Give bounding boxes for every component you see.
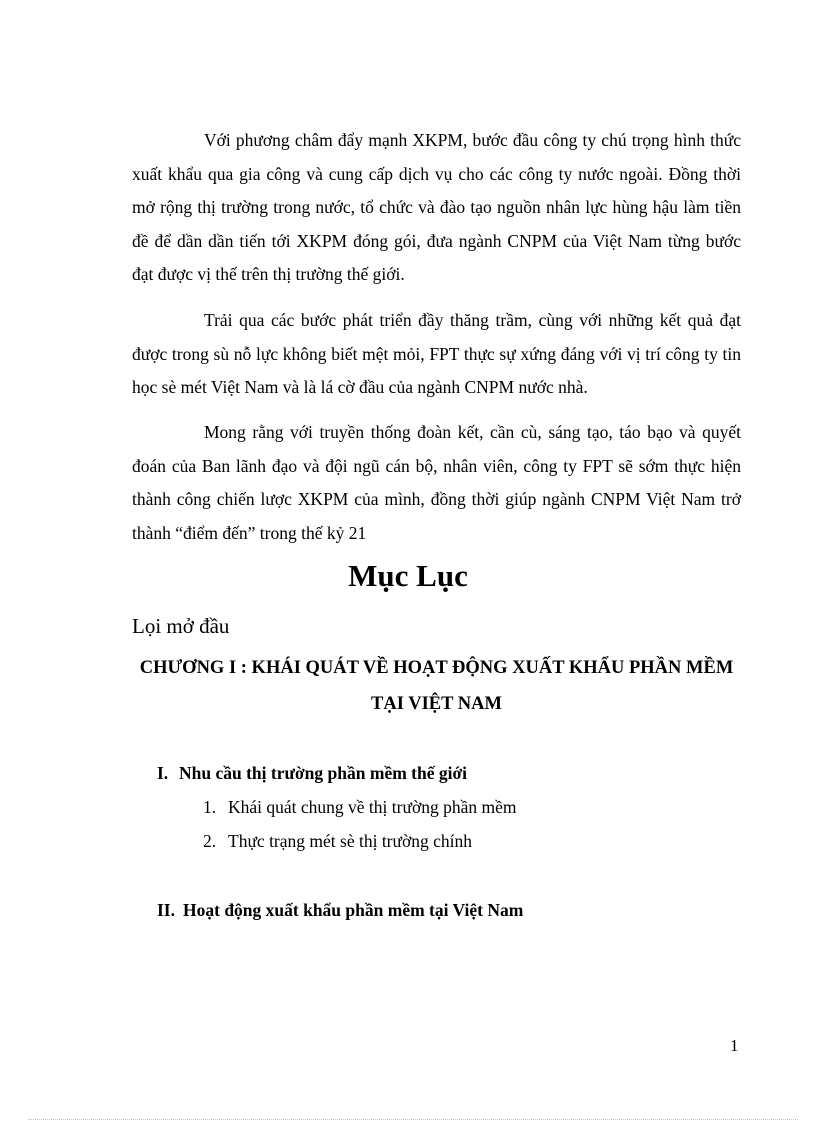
toc-subsection-title: Thực trạng mét sè thị trường chính xyxy=(228,831,473,851)
body-paragraph-3: Mong rằng với truyền thống đoàn kết, cần cù, sáng tạo, táo bạo và quyết đoán của Ban lãnh đạo và đội ngũ cán bộ, nhân viên, công ty FPT sẽ sớm thực hiện thành công chiến lược XKPM của mình, đồng thời giúp ngành CNPM Việt Nam trở thành “điểm đến” trong thế kỷ 21 xyxy=(132,422,741,543)
body-paragraph-2: Trải qua các bước phát triển đầy thăng trầm, cùng với những kết quả đạt được trong sù nỗ lực không biết mệt mỏi, FPT thực sự xứng đáng với vị trí công ty tin học sè mét Việt Nam và là lá cờ đầu của ngành CNPM nước nhà. xyxy=(132,310,741,397)
toc-subsection-number: 2. xyxy=(203,831,217,851)
toc-chapter-heading: CHƯƠNG I : KHÁI QUÁT VỀ HOẠT ĐỘNG XUẤT KHẨU PHẦN MỀM TẠI VIỆT NAM xyxy=(139,658,734,714)
toc-subsection-title: Khái quát chung về thị trường phần mềm xyxy=(228,797,517,817)
toc-subsection-1-1 xyxy=(203,797,516,818)
toc-intro-entry: Lọi mở đầu xyxy=(132,614,230,638)
toc-subsection-1-2 xyxy=(203,831,472,852)
toc-title: Mục Lục xyxy=(348,558,468,593)
toc-section-title: Nhu cầu thị trường phần mềm thế giới xyxy=(179,763,468,783)
body-paragraph-1: Với phương châm đẩy mạnh XKPM, bước đầu công ty chú trọng hình thức xuất khẩu qua gia công và cung cấp dịch vụ cho các công ty nước ngoài. Đồng thời mở rộng thị trường trong nước, tổ chức và đào tạo nguồn nhân lực hùng hậu làm tiền đề để dần dần tiến tới XKPM đóng gói, đưa ngành CNPM của Việt Nam từng bước đạt được vị thế trên thị trường thế giới. xyxy=(132,130,741,284)
toc-section-title: Hoạt động xuất khẩu phần mềm tại Việt Nam xyxy=(183,900,524,920)
toc-subsection-number: 1. xyxy=(203,797,217,817)
page-bottom-divider xyxy=(28,1119,798,1120)
page-number: 1 xyxy=(730,1036,739,1055)
toc-section-2 xyxy=(157,900,523,921)
toc-section-1 xyxy=(157,763,467,784)
toc-section-number: II. xyxy=(157,900,175,920)
toc-section-number: I. xyxy=(157,763,169,783)
